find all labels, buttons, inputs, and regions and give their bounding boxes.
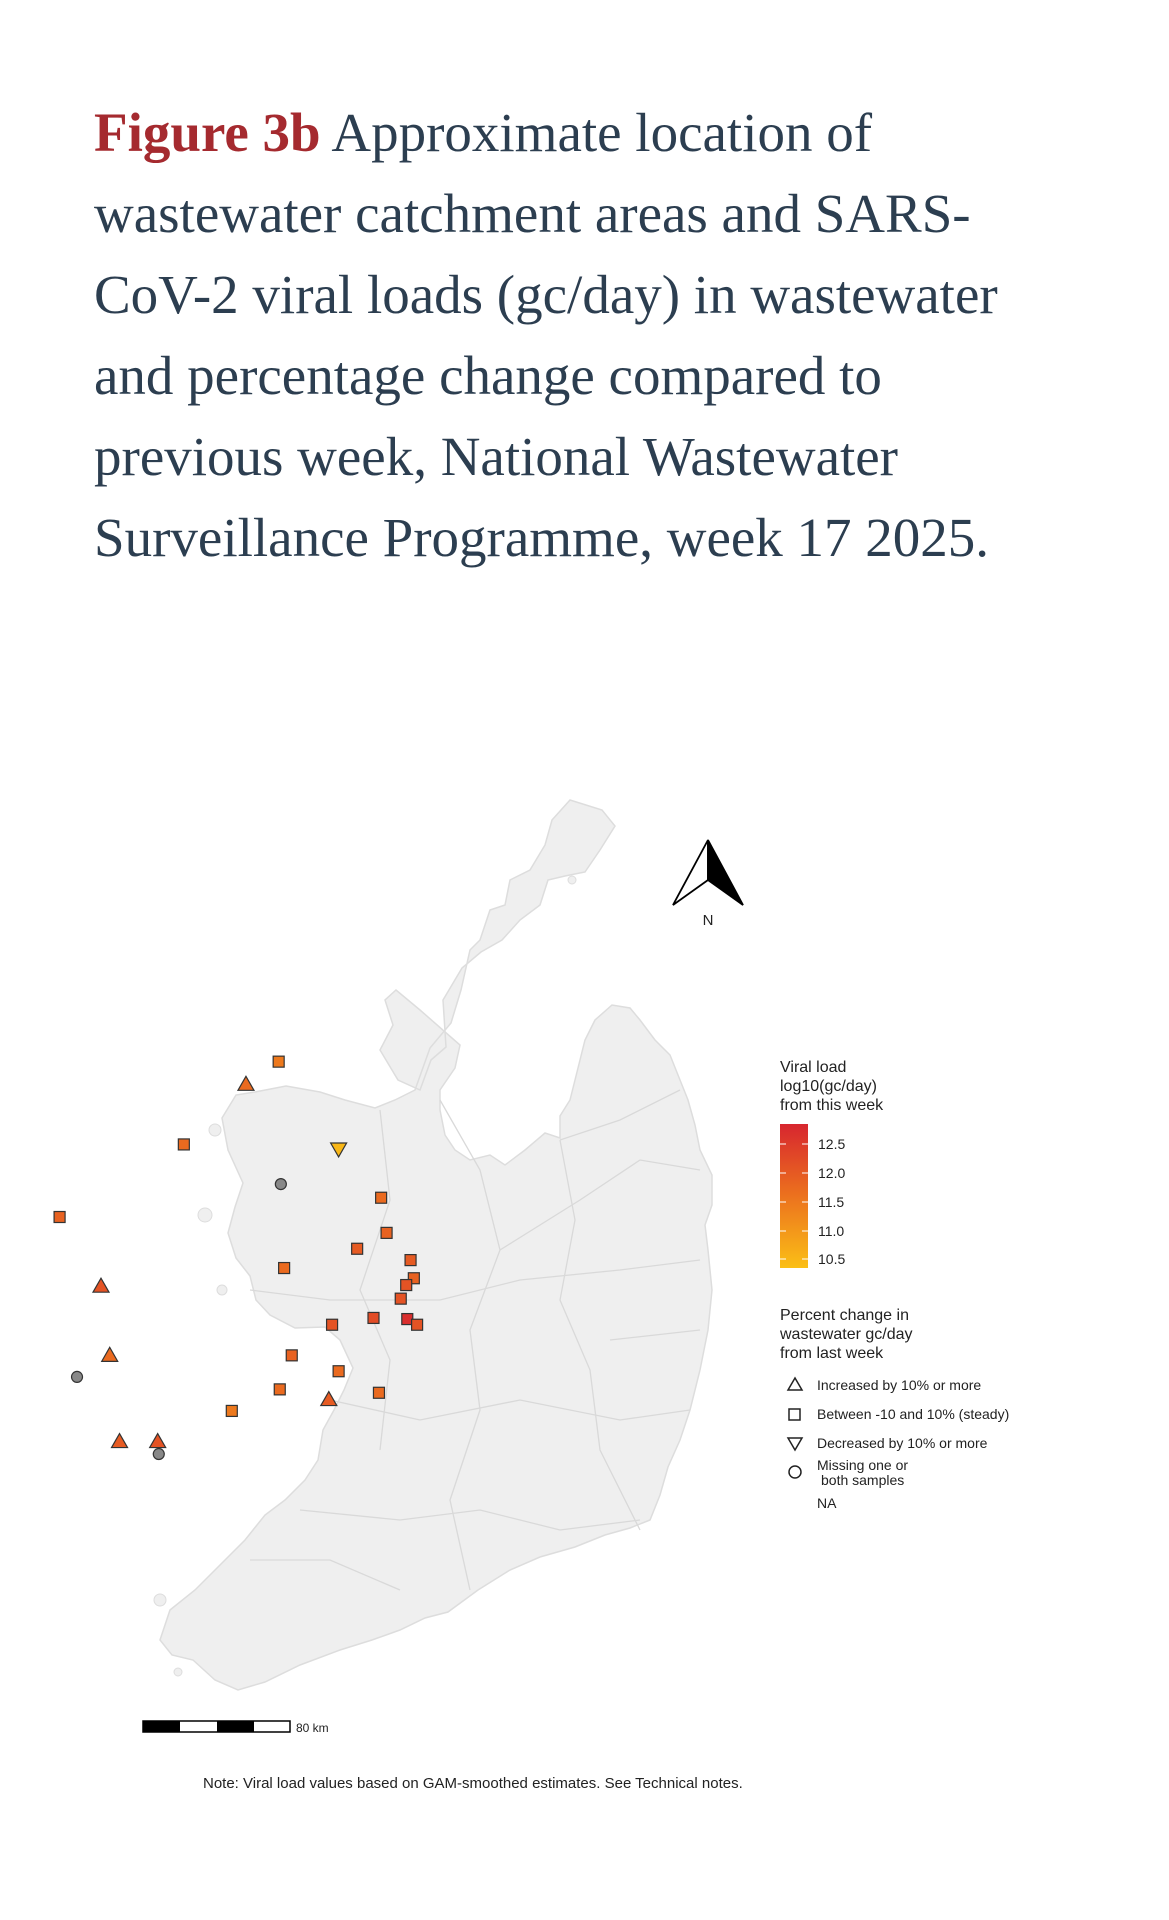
site-marker (279, 1263, 290, 1274)
legend-change-item-1: Between -10 and 10% (steady) (817, 1406, 1010, 1422)
site-marker (102, 1347, 118, 1361)
legend-change-item-0: Increased by 10% or more (817, 1377, 982, 1393)
legend-missing-line-1: Missing one or (817, 1457, 909, 1473)
legend-change-item-3-line-1 (817, 1457, 908, 1473)
legend-viral-load (780, 1059, 884, 1268)
site-marker (412, 1319, 423, 1330)
site-marker (405, 1255, 416, 1266)
legend-triangle-up-icon (788, 1378, 802, 1390)
site-marker (352, 1243, 363, 1254)
site-marker (273, 1056, 284, 1067)
site-marker (274, 1384, 285, 1395)
legend-change-title-1: Percent change in (780, 1307, 909, 1324)
viral-tick-4: 10.5 (818, 1251, 846, 1267)
site-marker (238, 1076, 254, 1090)
legend-viral-title-1: Viral load (780, 1059, 847, 1076)
legend-missing-line-2: both samples (821, 1472, 905, 1488)
site-marker (368, 1312, 379, 1323)
site-marker (150, 1434, 166, 1448)
site-marker (376, 1192, 387, 1203)
site-marker (321, 1392, 337, 1406)
viral-tick-1: 12.0 (818, 1165, 846, 1181)
ireland-landmass (160, 800, 712, 1690)
north-label: N (702, 912, 714, 929)
legend-change-title-3: from last week (780, 1345, 884, 1362)
site-marker (333, 1366, 344, 1377)
legend-change-title-2: wastewater gc/day (780, 1326, 913, 1343)
site-marker (395, 1293, 406, 1304)
site-marker (275, 1179, 286, 1190)
footnote: Note: Viral load values based on GAM-smoothed estimates. See Technical notes. (203, 1775, 743, 1792)
site-marker (153, 1449, 164, 1460)
viral-tick-2: 11.5 (818, 1194, 845, 1210)
viral-colorbar (780, 1124, 808, 1268)
legend-percent-change (779, 1307, 1009, 1511)
site-marker (327, 1319, 338, 1330)
viral-tick-0: 12.5 (818, 1136, 846, 1152)
site-marker (401, 1280, 412, 1291)
caption-text: Approximate location of wastewater catchment areas and SARS-CoV-2 viral loads (gc/day) in wastewater and percentage change compared to previous week, National Wastewater Surveillance Programme, week 17 2025. (94, 102, 998, 568)
figure-label: Figure 3b (94, 102, 321, 163)
legend-change-item-2: Decreased by 10% or more (817, 1435, 988, 1451)
site-marker (112, 1434, 128, 1448)
legend-change-item-3-line-2 (821, 1472, 904, 1488)
legend-circle-icon (789, 1466, 801, 1478)
viral-tick-3: 11.0 (818, 1223, 845, 1239)
legend-na-label: NA (817, 1495, 837, 1511)
legend-viral-title-3: from this week (780, 1097, 884, 1114)
site-marker (93, 1278, 109, 1292)
site-marker (54, 1212, 65, 1223)
site-marker (226, 1405, 237, 1416)
site-marker (286, 1350, 297, 1361)
scale-label: 80 km (296, 1721, 329, 1735)
scale-bar (143, 1721, 329, 1735)
legend-viral-title-2: log10(gc/day) (780, 1078, 877, 1095)
site-marker (178, 1139, 189, 1150)
north-arrow (673, 840, 743, 929)
site-marker (373, 1387, 384, 1398)
site-marker (381, 1227, 392, 1238)
site-marker (72, 1371, 83, 1382)
legend-triangle-down-icon (788, 1438, 802, 1450)
legend-square-icon (789, 1409, 800, 1420)
